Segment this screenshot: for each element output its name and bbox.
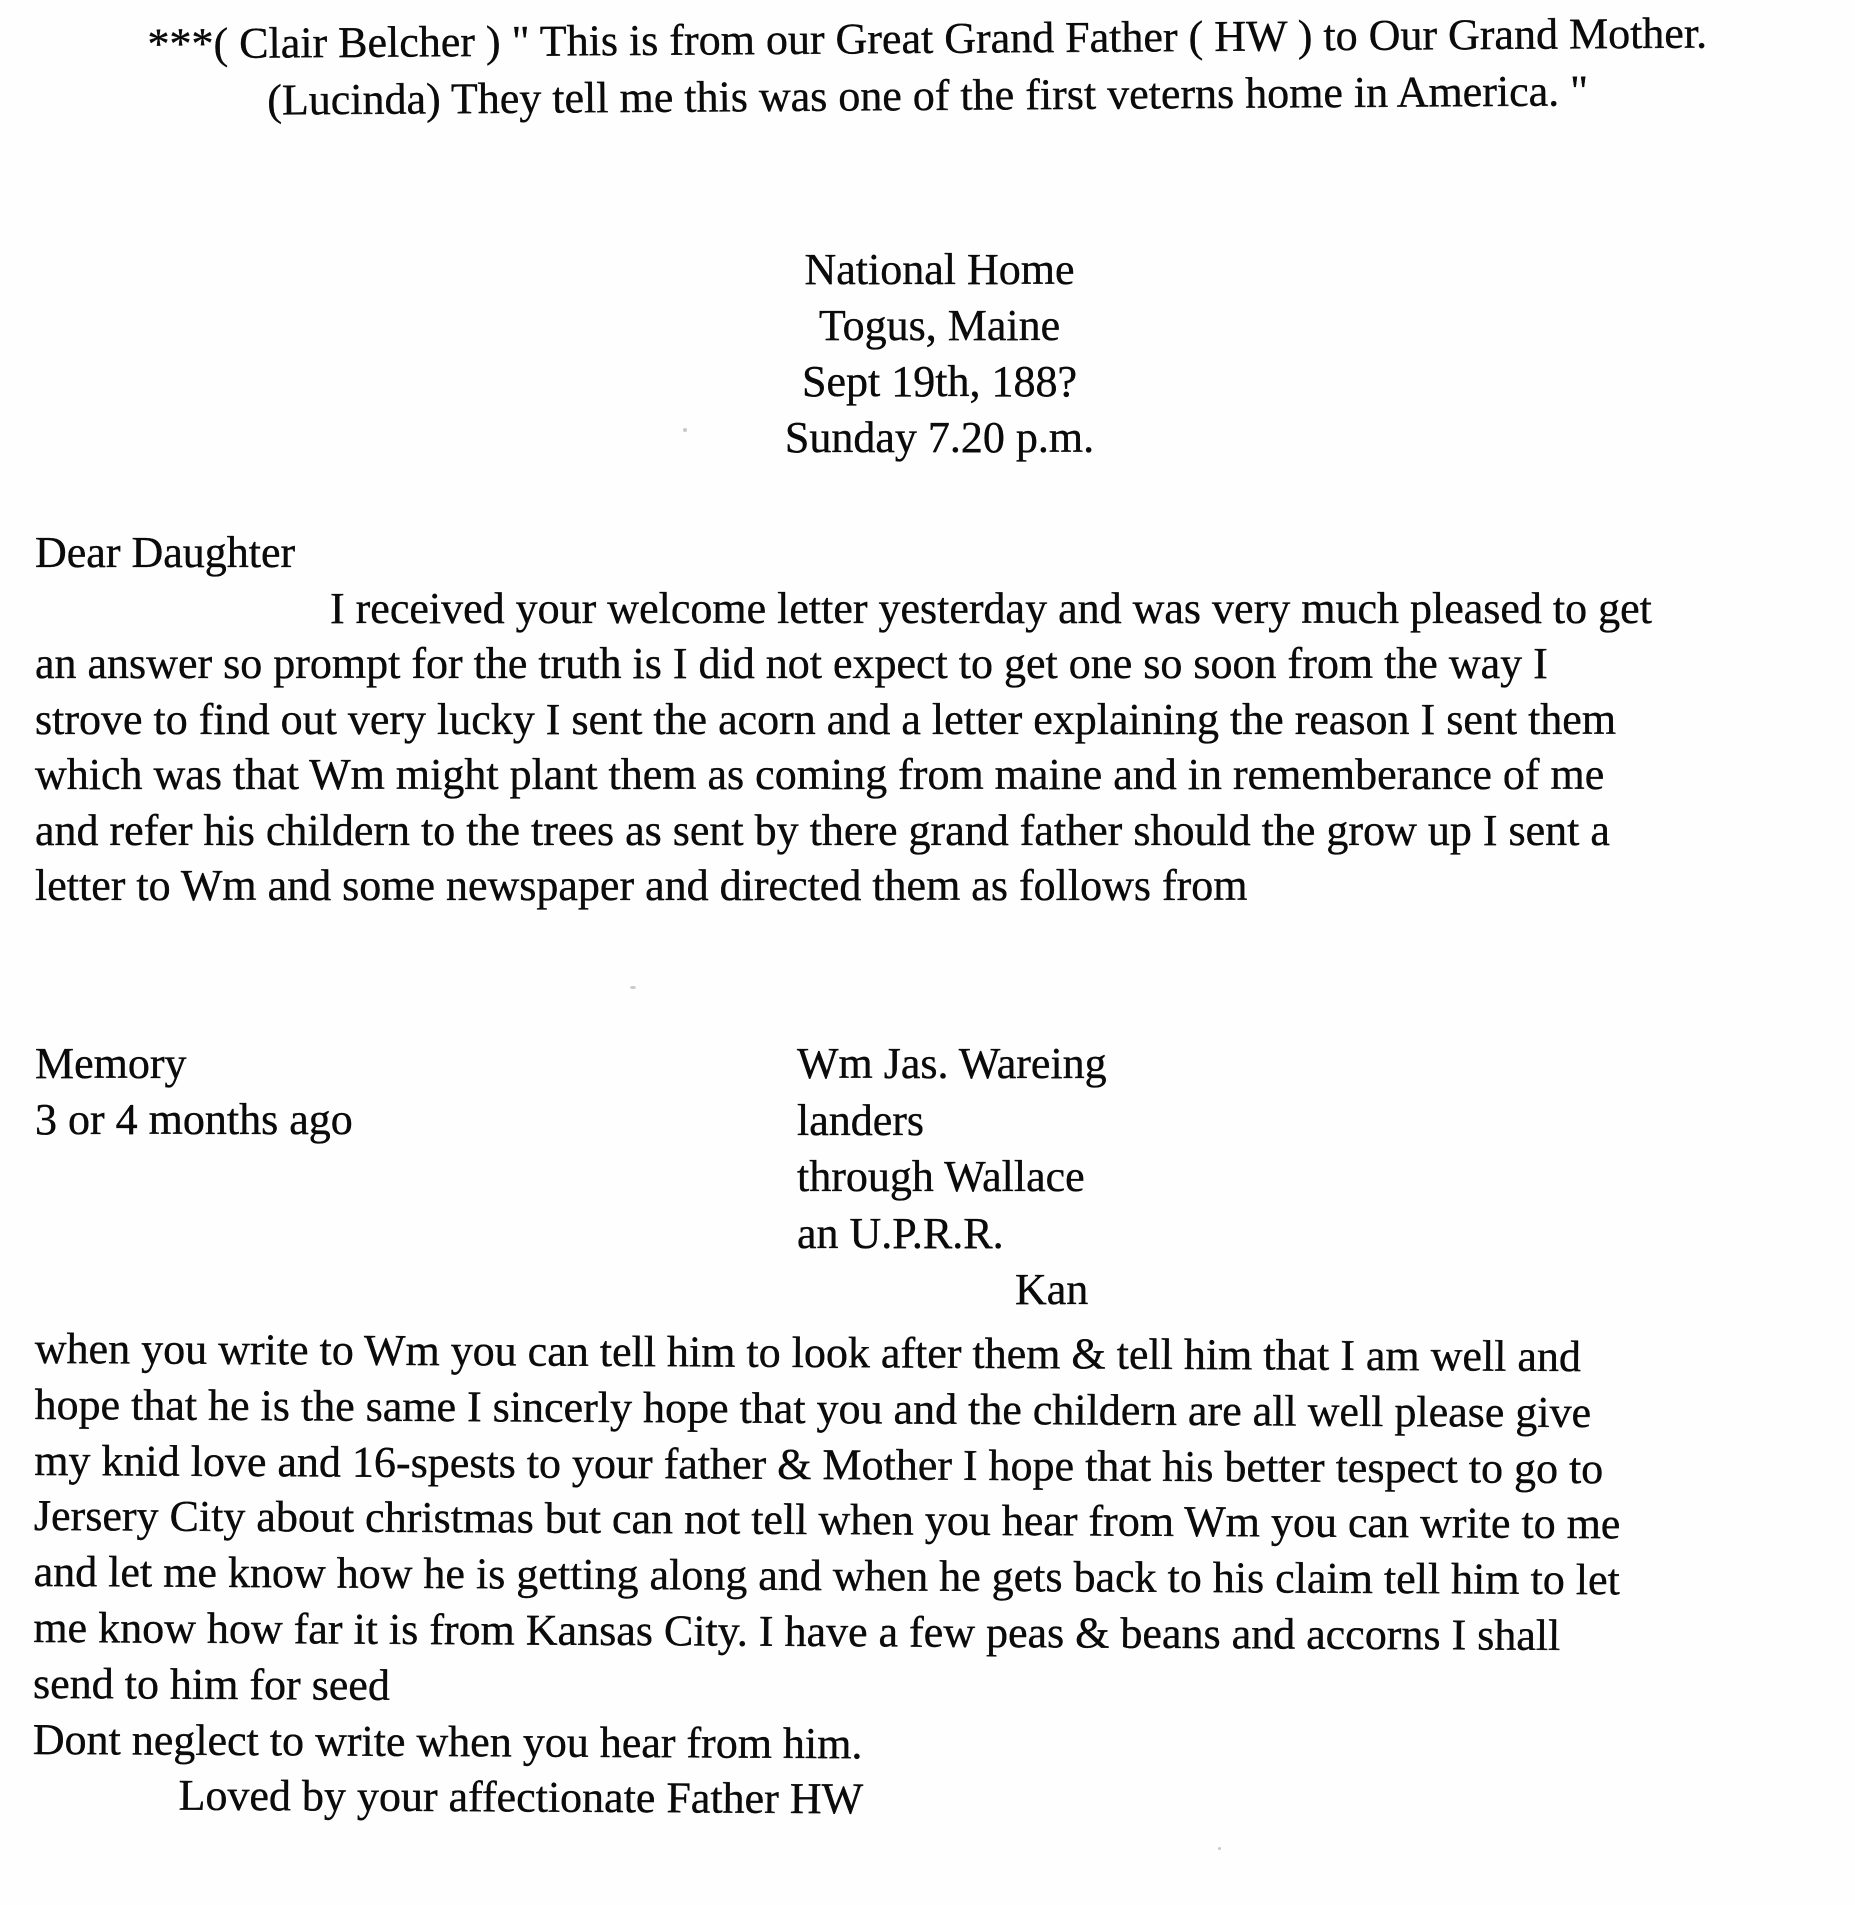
paragraph1-line: which was that Wm might plant them as coming from maine and in rememberance of me (35, 750, 1605, 799)
closing-line: Dont neglect to write when you hear from him. (32, 1714, 863, 1768)
paragraph1-line: letter to Wm and some newspaper and directed them as follows from (35, 861, 1248, 910)
transcriber-note (0, 4, 1855, 131)
letter-body-2 (32, 1321, 1835, 1833)
paragraph1-line: I received your welcome letter yesterday and was very much pleased to get (330, 583, 1652, 633)
address-line: Wm Jas. Wareing (797, 1039, 1107, 1088)
paragraph2-line: when you write to Wm you can tell him to look after them & tell him that I am well and (34, 1324, 1582, 1382)
salutation: Dear Daughter (35, 528, 296, 577)
letter-opening (35, 525, 1835, 914)
paragraph1-line: and refer his childern to the trees as sent by there grand father should the grow up I sent a (35, 805, 1610, 855)
paragraph2-line: send to him for seed (32, 1658, 391, 1710)
letterhead-block (12, 242, 1855, 466)
letterhead-city: Togus, Maine (818, 301, 1061, 350)
memo-note-line: 3 or 4 months ago (35, 1095, 353, 1144)
letterhead-date: Sept 19th, 188? (802, 357, 1077, 406)
address-block (797, 1036, 1107, 1319)
paragraph2-line: and let me know how he is getting along and when he gets back to his claim tell him to let (33, 1547, 1620, 1605)
paragraph2-line: hope that he is the same I sincerly hope that you and the childern are all well please give (34, 1379, 1592, 1437)
paragraph1-line: strove to find out very lucky I sent the acorn and a letter explaining the reason I sent them (35, 694, 1617, 744)
signature-line: Loved by your affectionate Father HW (178, 1771, 864, 1824)
transcriber-note-line-1: ***( Clair Belcher ) " This is from our Great Grand Father ( HW ) to Our Grand Mother. (147, 8, 1708, 69)
memo-note-line: Memory (35, 1039, 187, 1088)
letterhead-place: National Home (804, 245, 1075, 294)
address-line: through Wallace (797, 1152, 1085, 1201)
scan-speck (683, 428, 687, 432)
address-line: an U.P.R.R. (797, 1208, 1004, 1258)
paragraph2-line: me know how far it is from Kansas City. I have a few peas & beans and accorns I shall (33, 1602, 1561, 1660)
address-line: landers (797, 1095, 925, 1145)
letterhead-time: Sunday 7.20 p.m. (784, 413, 1095, 462)
memo-note (35, 1036, 353, 1148)
scan-speck (1218, 1847, 1221, 1850)
paragraph2-line: my knid love and 16-spests to your father & Mother I hope that his better tespect to go to (34, 1435, 1604, 1493)
paragraph2-line: Jersery City about christmas but can not tell when you hear from Wm you can write to me (33, 1491, 1621, 1549)
scan-speck (630, 986, 636, 989)
memo-section (35, 1036, 1835, 1321)
transcriber-note-line-2: (Lucinda) They tell me this was one of the first veterns home in America. " (267, 66, 1589, 125)
address-state-line: Kan (1015, 1265, 1089, 1314)
paragraph1-line: an answer so prompt for the truth is I did not expect to get one so soon from the way I (35, 639, 1548, 688)
